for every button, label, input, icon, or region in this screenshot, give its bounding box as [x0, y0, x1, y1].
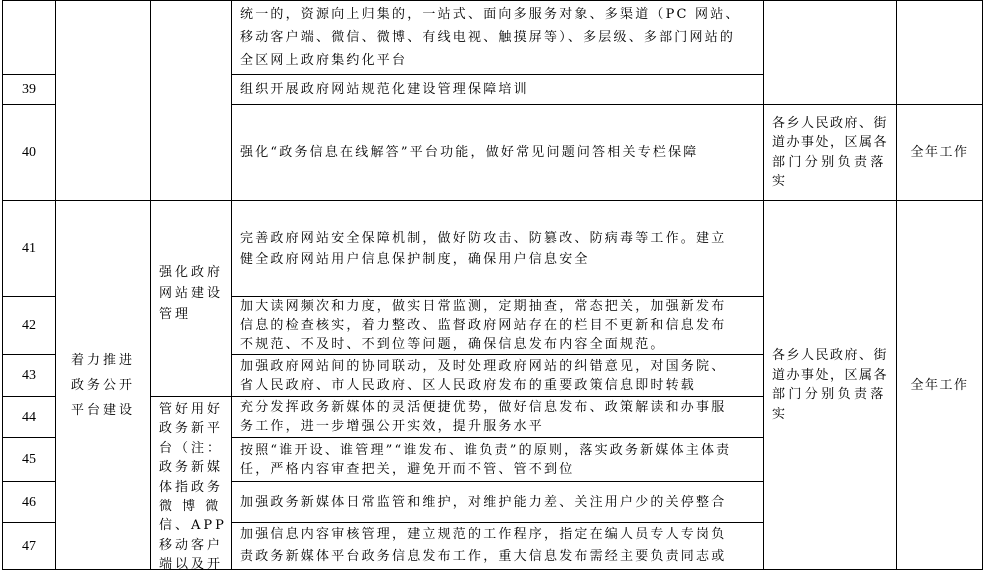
category-line: 着力推进: [70, 352, 135, 368]
seq-cell: 42: [2, 296, 56, 355]
task-line: 加大读网频次和力度，做实日常监测，定期抽查，常态把关，加强新发布: [240, 299, 727, 314]
seq-cell: 46: [2, 481, 56, 523]
subcategory-line: 微 博 微: [159, 499, 222, 515]
category-cell-continued: [55, 0, 151, 201]
task-line: 组织开展政府网站规范化建设管理保障培训: [240, 82, 529, 97]
subcategory-line: 网站建设: [159, 286, 224, 301]
task-line: 完善政府网站安全保障机制，做好防攻击、防篡改、防病毒等工作。建立: [240, 230, 727, 246]
responsible-line: 各乡人民政府、街: [772, 115, 889, 131]
responsible-line: 部门分别负责落: [772, 387, 887, 402]
task-line: 务工作，进一步增强公开实效，提升服务水平: [240, 419, 545, 434]
subcategory-line: 台（注：: [159, 440, 224, 456]
responsible-line: 部门分别负责落: [772, 154, 887, 170]
seq-cell: 45: [2, 437, 56, 482]
timeline-label: 全年工作: [910, 377, 969, 393]
seq-cell: 43: [2, 354, 56, 397]
responsible-cell: [763, 200, 897, 570]
responsible-cell-continued: [763, 0, 897, 105]
seq-cell: 40: [2, 104, 56, 201]
task-line: 加强政务新媒体日常监管和维护，对维护能力差、关注用户少的关停整合: [240, 494, 727, 510]
subcategory-website: [150, 200, 232, 397]
timeline-label: 全年工作: [910, 145, 969, 160]
task-line: 任，严格内容审查把关，避免开而不管、管不到位: [240, 461, 575, 477]
subcategory-line: 政务新平: [159, 421, 224, 437]
task-line: 加强信息内容审核管理，建立规范的工作程序，指定在编人员专人专岗负: [240, 527, 727, 542]
seq-cell: 44: [2, 396, 56, 438]
subcategory-new-media: [150, 396, 232, 573]
category-line: 政务公开: [70, 377, 135, 393]
responsible-line: 道办事处，区属各: [772, 367, 889, 383]
task-line: 不规范、不及时、不到位等问题，确保信息发布内容全面规范。: [240, 337, 666, 352]
task-line: 信息的检查核实，着力整改、监督政府网站存在的栏目不更新和信息发布: [240, 318, 727, 333]
timeline-cell: [896, 200, 983, 570]
subcategory-line: 端以及开: [159, 557, 224, 573]
subcategory-line: 管理: [159, 307, 192, 322]
task-line: 全区网上政府集约化平台: [240, 53, 408, 68]
subcategory-cell-continued: [150, 0, 232, 201]
task-line: 省人民政府、市人民政府、区人民政府发布的重要政策信息即时转载: [240, 377, 697, 393]
task-cell: [231, 200, 764, 297]
task-line: 充分发挥政务新媒体的灵活便捷优势，做好信息发布、政策解读和办事服: [240, 400, 727, 415]
timeline-cell-continued: [896, 0, 983, 105]
task-line: 按照“谁开设、谁管理”“谁发布、谁负责”的原则，落实政务新媒体主体责: [240, 442, 732, 458]
seq-cell: 47: [2, 522, 56, 570]
category-cell: [55, 200, 151, 570]
category-line: 平台建设: [70, 402, 135, 418]
seq-cell: 41: [2, 200, 56, 297]
task-cell: [231, 437, 764, 482]
subcategory-line: 信、APP: [159, 518, 227, 534]
subcategory-line: 管好用好: [159, 402, 224, 417]
task-cell: [231, 104, 764, 201]
responsible-line: 实: [772, 406, 787, 422]
responsible-line: 各乡人民政府、街: [772, 348, 889, 363]
subcategory-line: 强化政府: [159, 265, 224, 280]
responsible-line: 实: [772, 174, 787, 189]
task-cell: [231, 74, 764, 105]
task-cell: [231, 481, 764, 523]
task-line: 健全政府网站用户信息保护制度，确保用户信息安全: [240, 251, 590, 267]
task-line: 责政务新媒体平台政务信息发布工作，重大信息发布需经主要负责同志或: [240, 549, 727, 564]
task-cell: [231, 0, 764, 75]
task-cell: [231, 354, 764, 397]
timeline-cell: [896, 104, 983, 201]
task-line: 强化“政务信息在线解答”平台功能，做好常见问题问答相关专栏保障: [240, 145, 699, 160]
responsible-line: 道办事处，区属各: [772, 135, 889, 150]
task-cell: [231, 522, 764, 570]
subcategory-line: 移动客户: [159, 537, 224, 553]
task-line: 加强政府网站间的协同联动，及时处理政府网站的纠错意见，对国务院、: [240, 358, 727, 374]
task-cell: [231, 396, 764, 438]
seq-cell: 39: [2, 74, 56, 105]
subcategory-line: 体指政务: [159, 479, 224, 495]
responsible-cell: [763, 104, 897, 201]
subcategory-line: 政务新媒: [159, 460, 224, 476]
task-line: 统一的，资源向上归集的，一站式、面向多服务对象、多渠道（PC 网站、: [240, 7, 741, 22]
task-line: 移动客户端、微信、微博、有线电视、触摸屏等）、多层级、多部门网站的: [240, 30, 736, 45]
task-cell: [231, 296, 764, 355]
seq-cell: [2, 0, 56, 75]
